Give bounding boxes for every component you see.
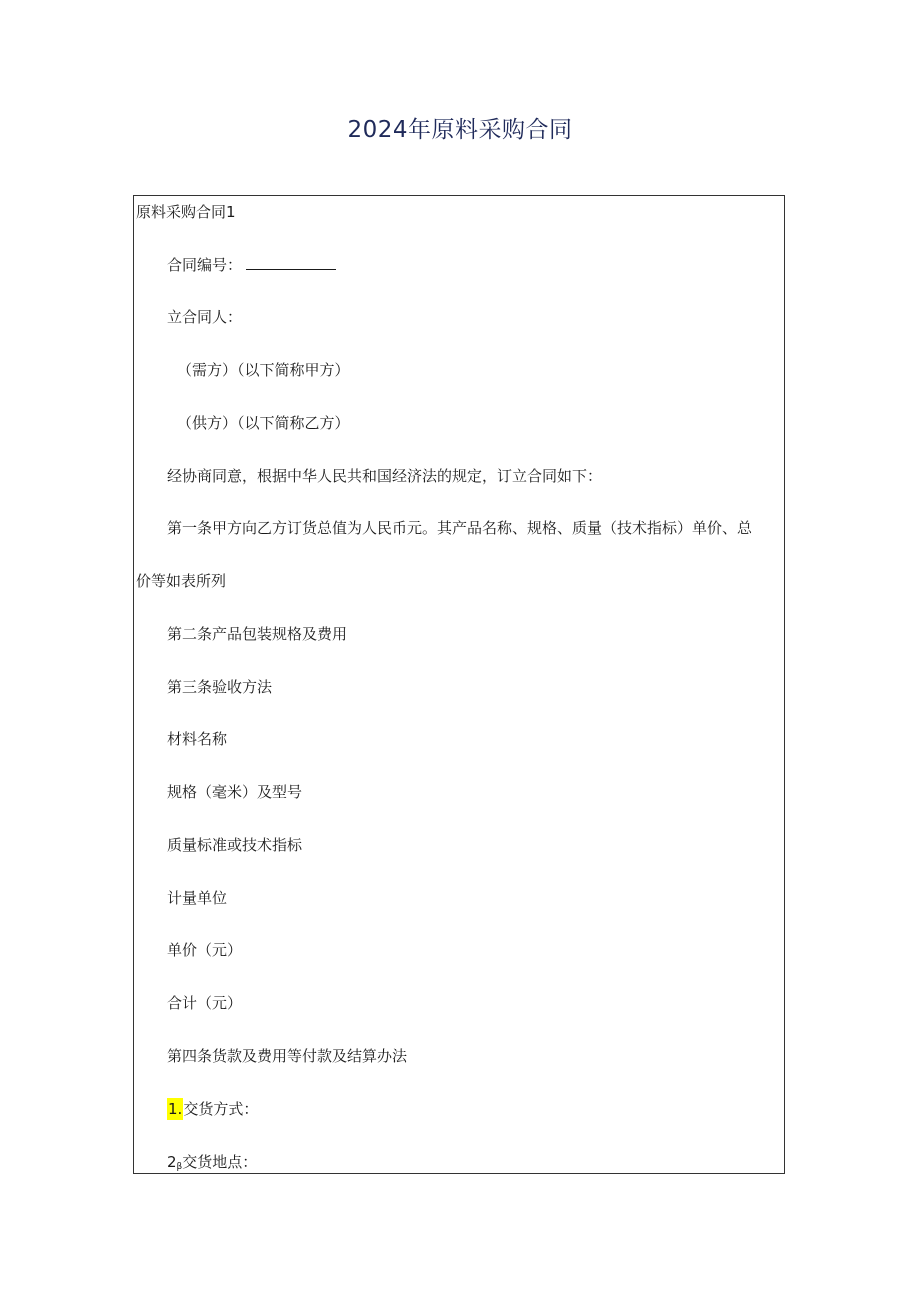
content-frame: [133, 195, 785, 1174]
item-2-row: [167, 1151, 257, 1178]
table-field-quality: 质量标准或技术指标: [167, 836, 303, 854]
document-title: 2024年原料采购合同: [347, 117, 573, 143]
contract-heading: 原料采购合同1: [136, 203, 236, 221]
item-2-mark: β: [176, 1162, 183, 1172]
article-4: 第四条货款及费用等付款及结算办法: [167, 1047, 408, 1065]
parties-label: 立合同人：: [167, 308, 243, 326]
item-1-row: [167, 1098, 258, 1120]
table-field-unit: 计量单位: [167, 889, 228, 907]
article-1-line-1: 第一条甲方向乙方订货总值为人民币元。其产品名称、规格、质量（技术指标）单价、总: [167, 519, 753, 537]
item-1-text: 交货方式：: [183, 1100, 259, 1118]
item-2-text: 交货地点：: [182, 1153, 258, 1171]
agreement-paragraph: 经协商同意，根据中华人民共和国经济法的规定，订立合同如下：: [167, 467, 603, 485]
table-field-material: 材料名称: [167, 730, 228, 748]
article-1-line-2: 价等如表所列: [136, 572, 227, 590]
table-field-unit-price: 单价（元）: [167, 941, 243, 959]
article-2: 第二条产品包装规格及费用: [167, 625, 348, 643]
table-field-spec: 规格（毫米）及型号: [167, 783, 303, 801]
buyer-line: （需方）（以下简称甲方）: [177, 361, 350, 379]
contract-number-row: [167, 254, 336, 276]
table-field-total: 合计（元）: [167, 994, 243, 1012]
seller-line: （供方）（以下简称乙方）: [177, 414, 350, 432]
contract-number-blank: [246, 254, 336, 270]
article-3: 第三条验收方法: [167, 678, 273, 696]
item-1-number-highlight: 1.: [168, 1100, 183, 1118]
contract-number-label: 合同编号：: [167, 256, 243, 274]
item-2-number: 2: [167, 1153, 177, 1171]
